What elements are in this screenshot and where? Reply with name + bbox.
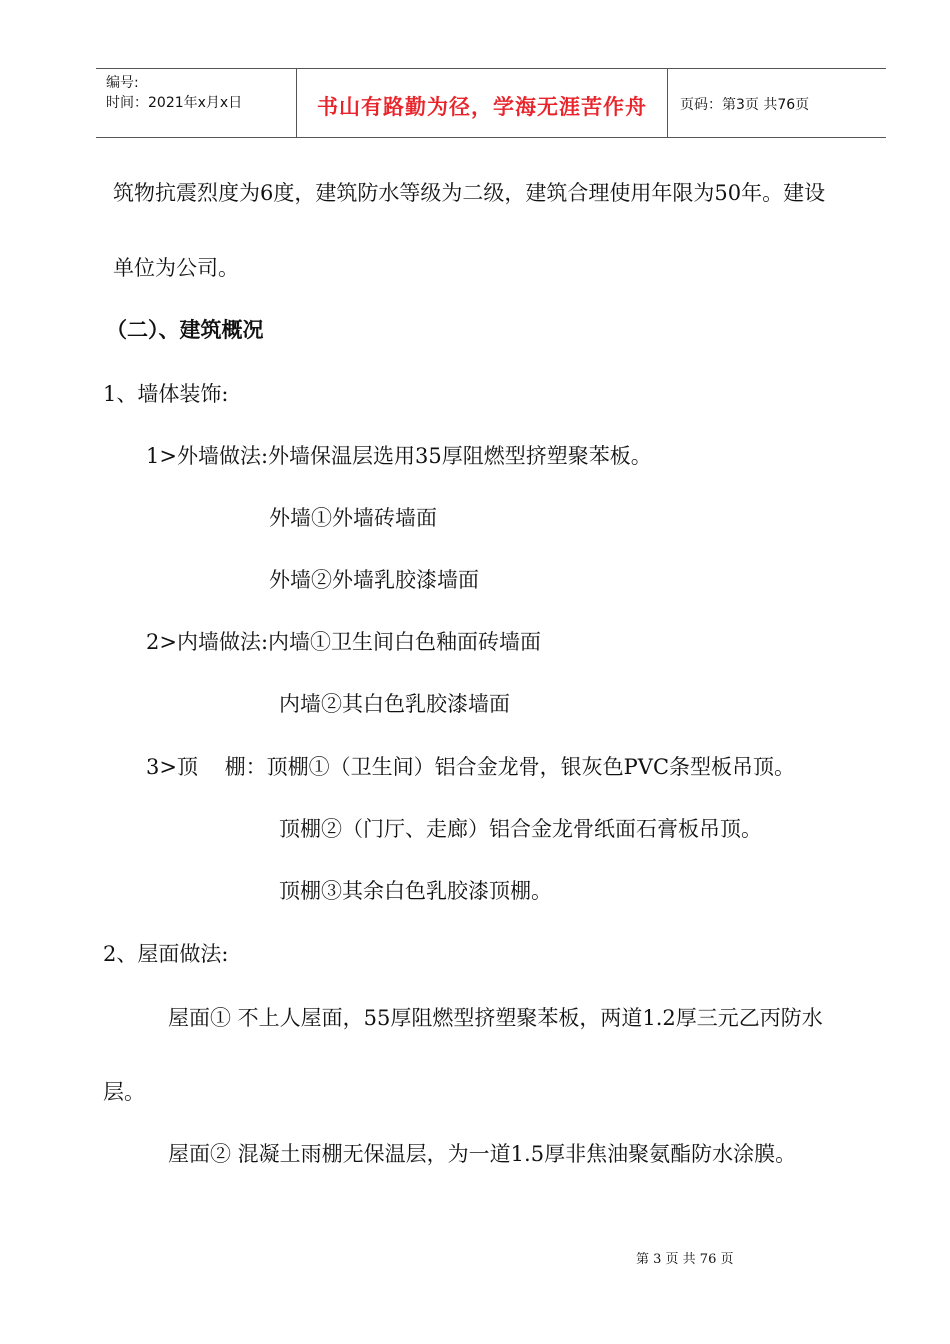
document-code-label: 编号:: [106, 75, 139, 91]
page-footer: 第 3 页 共 76 页: [636, 1252, 734, 1267]
subsection-heading: 1、墙体装饰:: [103, 382, 229, 406]
header-motto-cell: [297, 69, 668, 137]
paragraph-line: 筑物抗震烈度为6度，建筑防水等级为二级，建筑合理使用年限为50年。建设: [113, 181, 826, 205]
paragraph-line: 层。: [103, 1080, 145, 1104]
header-page-cell: [668, 69, 886, 137]
list-item: 外墙②外墙乳胶漆墙面: [269, 568, 479, 592]
list-item: 内墙②其白色乳胶漆墙面: [279, 692, 510, 716]
paragraph-line: 屋面② 混凝土雨棚无保温层，为一道1.5厚非焦油聚氨酯防水涂膜。: [168, 1142, 797, 1166]
list-item: 1>外墙做法:外墙保温层选用35厚阻燃型挤塑聚苯板。: [146, 444, 652, 468]
document-time-label: 时间：2021年x月x日: [106, 95, 243, 111]
header-page-info: 页码：第3页 共76页: [680, 97, 810, 113]
paragraph-line: 屋面① 不上人屋面，55厚阻燃型挤塑聚苯板，两道1.2厚三元乙丙防水: [168, 1006, 823, 1030]
header-motto: 书山有路勤为径，学海无涯苦作舟: [317, 95, 647, 119]
subsection-heading: 2、屋面做法:: [103, 942, 229, 966]
list-item: 外墙①外墙砖墙面: [269, 506, 437, 530]
list-item: 2>内墙做法:内墙①卫生间白色釉面砖墙面: [146, 630, 542, 654]
page-header: [96, 68, 886, 138]
list-item: 顶棚③其余白色乳胶漆顶棚。: [279, 879, 552, 903]
list-item: 顶棚②（门厅、走廊）铝合金龙骨纸面石膏板吊顶。: [279, 817, 762, 841]
paragraph-line: 单位为公司。: [113, 256, 239, 280]
section-heading: （二）、建筑概况: [106, 318, 264, 342]
header-left-cell: [96, 69, 297, 137]
list-item: 3>顶 棚：顶棚①（卫生间）铝合金龙骨，银灰色PVC条型板吊顶。: [146, 755, 796, 779]
